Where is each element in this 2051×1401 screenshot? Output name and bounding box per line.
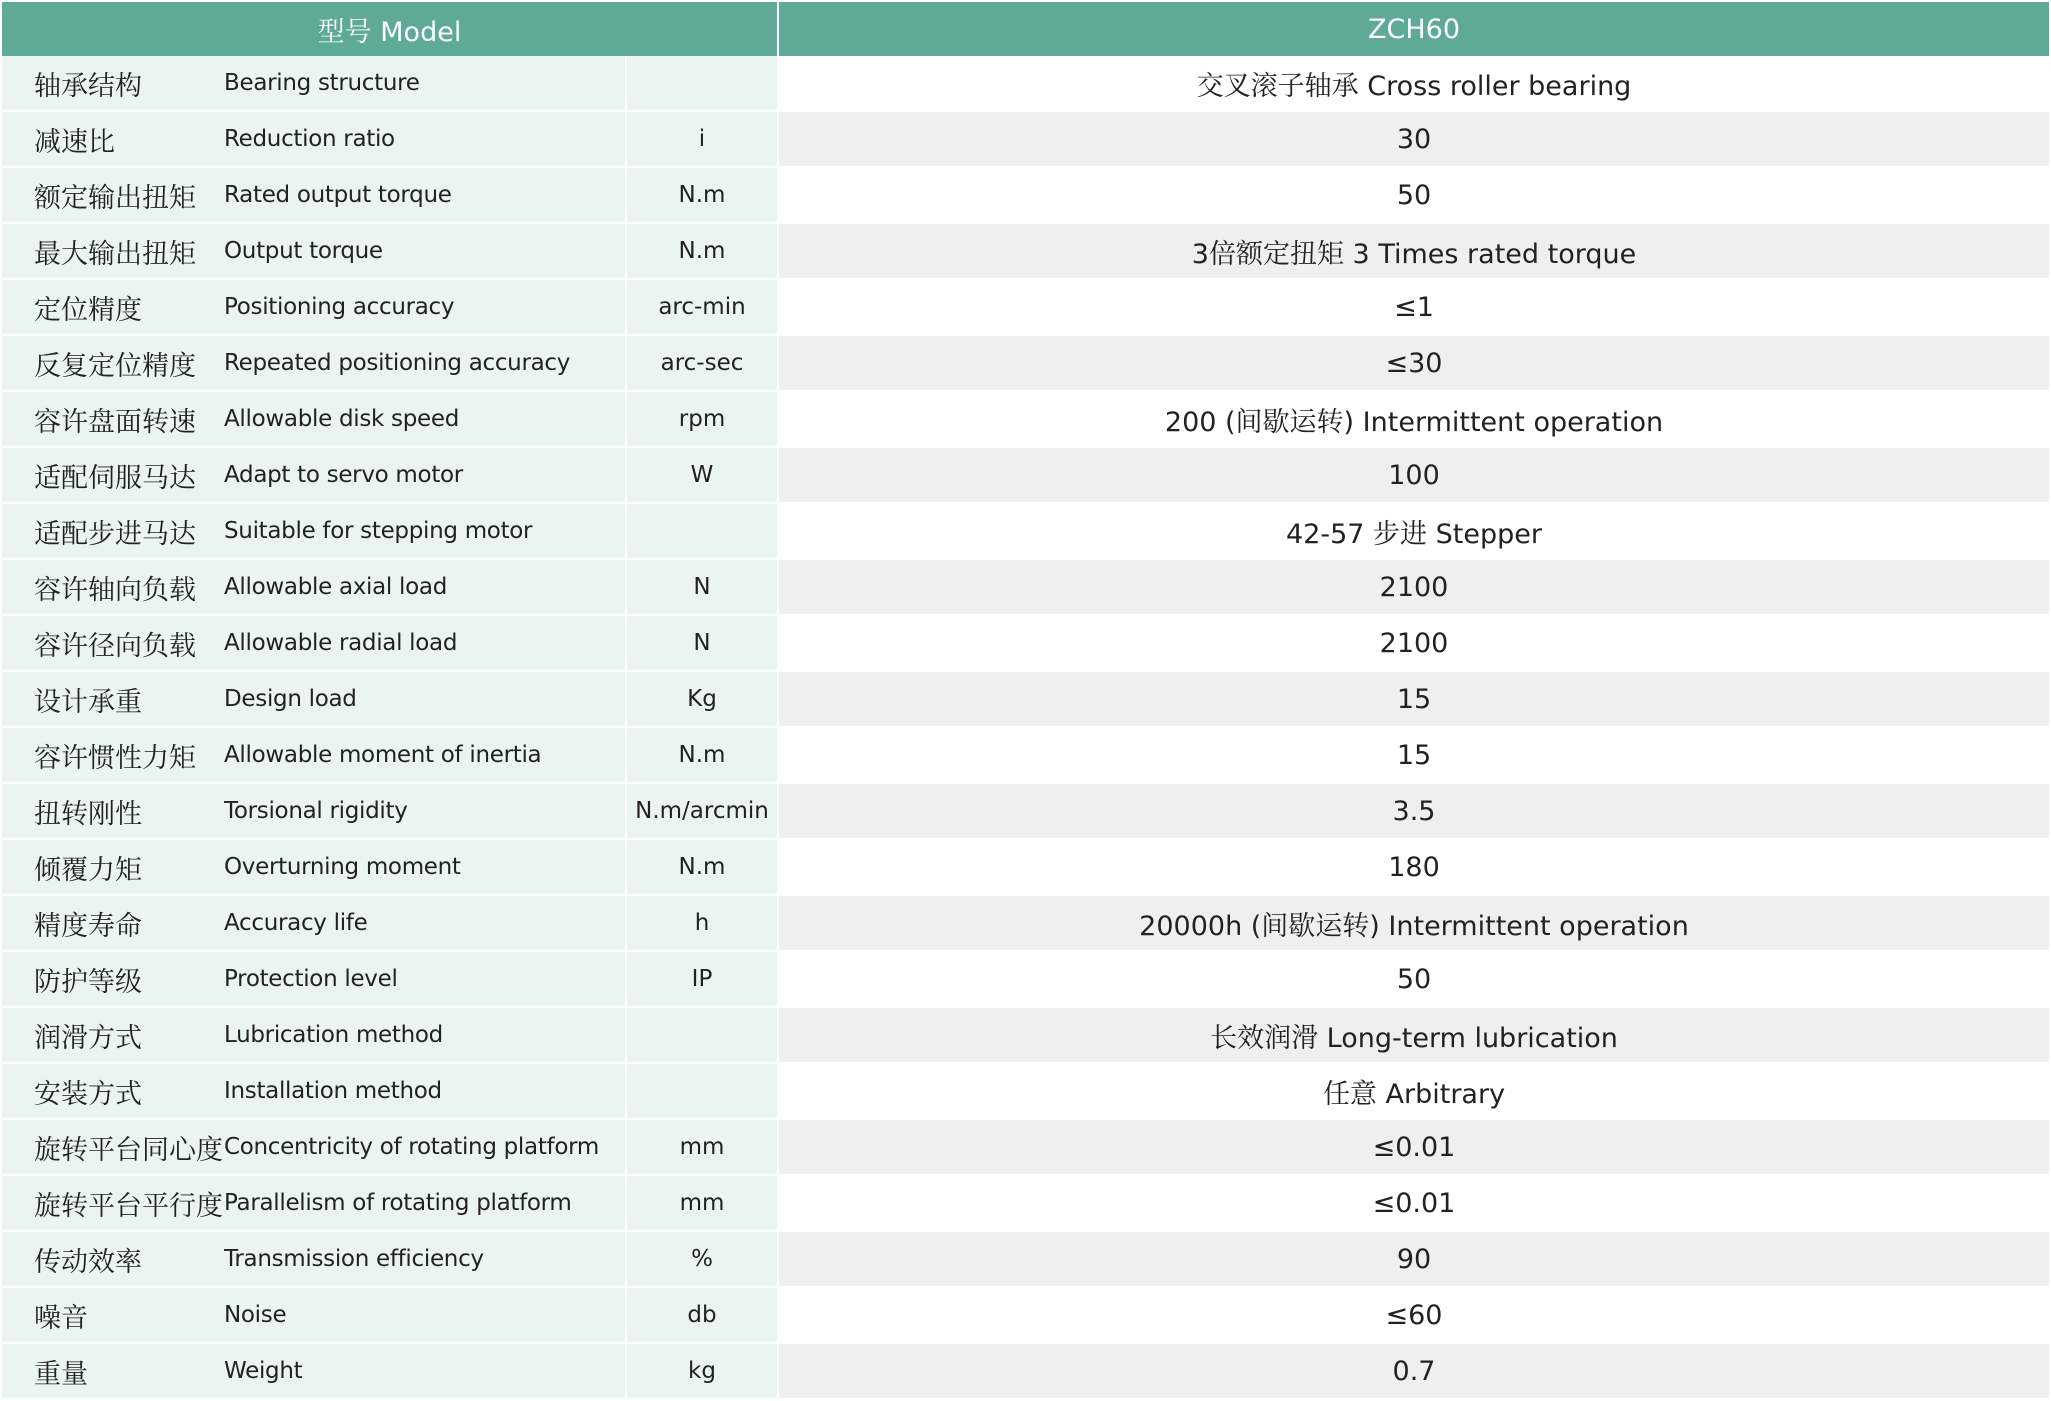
param-name-cn: 最大输出扭矩: [2, 223, 224, 279]
param-value: ≤1: [778, 279, 2049, 335]
table-row: [2, 167, 2049, 223]
table-row: [2, 1287, 2049, 1343]
param-value: 3倍额定扭矩 3 Times rated torque: [778, 223, 2049, 279]
param-value: 180: [778, 839, 2049, 895]
param-name-cn: 传动效率: [2, 1231, 224, 1287]
param-name-en: Allowable moment of inertia: [224, 727, 626, 783]
param-unit: [626, 503, 778, 559]
param-name-cn: 容许轴向负载: [2, 559, 224, 615]
param-name-cn: 重量: [2, 1343, 224, 1399]
param-name-en: Protection level: [224, 951, 626, 1007]
param-unit: rpm: [626, 391, 778, 447]
param-name-cn: 精度寿命: [2, 895, 224, 951]
table-row: [2, 1343, 2049, 1399]
table-row: [2, 727, 2049, 783]
table-row: [2, 1175, 2049, 1231]
param-unit: N.m: [626, 223, 778, 279]
param-name-cn: 旋转平台平行度: [2, 1175, 224, 1231]
table-row: [2, 783, 2049, 839]
param-value: 任意 Arbitrary: [778, 1063, 2049, 1119]
param-name-en: Suitable for stepping motor: [224, 503, 626, 559]
param-name-cn: 额定输出扭矩: [2, 167, 224, 223]
param-unit: [626, 1007, 778, 1063]
param-name-en: Design load: [224, 671, 626, 727]
spec-body: [2, 56, 2049, 1399]
model-label: 型号 Model: [2, 2, 778, 56]
param-value: 3.5: [778, 783, 2049, 839]
param-name-cn: 容许盘面转速: [2, 391, 224, 447]
param-name-cn: 倾覆力矩: [2, 839, 224, 895]
param-name-en: Overturning moment: [224, 839, 626, 895]
param-name-en: Output torque: [224, 223, 626, 279]
param-name-en: Allowable axial load: [224, 559, 626, 615]
table-row: [2, 447, 2049, 503]
param-name-en: Weight: [224, 1343, 626, 1399]
param-name-cn: 适配伺服马达: [2, 447, 224, 503]
param-unit: [626, 56, 778, 111]
param-value: 2100: [778, 615, 2049, 671]
param-unit: N: [626, 559, 778, 615]
table-row: [2, 111, 2049, 167]
param-name-en: Reduction ratio: [224, 111, 626, 167]
param-name-en: Transmission efficiency: [224, 1231, 626, 1287]
param-unit: h: [626, 895, 778, 951]
param-name-en: Repeated positioning accuracy: [224, 335, 626, 391]
param-name-cn: 反复定位精度: [2, 335, 224, 391]
param-unit: W: [626, 447, 778, 503]
param-name-en: Accuracy life: [224, 895, 626, 951]
param-unit: Kg: [626, 671, 778, 727]
param-unit: i: [626, 111, 778, 167]
param-name-cn: 容许径向负载: [2, 615, 224, 671]
param-value: 100: [778, 447, 2049, 503]
param-name-cn: 旋转平台同心度: [2, 1119, 224, 1175]
param-name-en: Allowable radial load: [224, 615, 626, 671]
param-name-cn: 噪音: [2, 1287, 224, 1343]
param-value: 30: [778, 111, 2049, 167]
table-row: [2, 279, 2049, 335]
table-row: [2, 391, 2049, 447]
param-unit: mm: [626, 1119, 778, 1175]
param-name-en: Parallelism of rotating platform: [224, 1175, 626, 1231]
param-name-cn: 扭转刚性: [2, 783, 224, 839]
table-row: [2, 223, 2049, 279]
param-name-cn: 定位精度: [2, 279, 224, 335]
param-unit: IP: [626, 951, 778, 1007]
param-name-en: Installation method: [224, 1063, 626, 1119]
header-row: [2, 2, 2049, 56]
param-name-cn: 轴承结构: [2, 56, 224, 111]
param-name-cn: 设计承重: [2, 671, 224, 727]
table-row: [2, 1119, 2049, 1175]
param-name-cn: 防护等级: [2, 951, 224, 1007]
param-name-en: Rated output torque: [224, 167, 626, 223]
param-value: 50: [778, 167, 2049, 223]
param-unit: N.m: [626, 727, 778, 783]
param-unit: arc-min: [626, 279, 778, 335]
table-row: [2, 895, 2049, 951]
param-name-en: Bearing structure: [224, 56, 626, 111]
param-name-cn: 安装方式: [2, 1063, 224, 1119]
table-row: [2, 839, 2049, 895]
param-unit: N.m: [626, 839, 778, 895]
param-name-en: Lubrication method: [224, 1007, 626, 1063]
param-value: ≤0.01: [778, 1119, 2049, 1175]
table-row: [2, 56, 2049, 111]
param-value: 2100: [778, 559, 2049, 615]
table-row: [2, 671, 2049, 727]
param-unit: arc-sec: [626, 335, 778, 391]
table-row: [2, 335, 2049, 391]
table-row: [2, 503, 2049, 559]
table-row: [2, 559, 2049, 615]
table-row: [2, 615, 2049, 671]
param-name-en: Noise: [224, 1287, 626, 1343]
param-unit: N.m: [626, 167, 778, 223]
param-unit: N: [626, 615, 778, 671]
table-row: [2, 1063, 2049, 1119]
param-value: ≤60: [778, 1287, 2049, 1343]
model-value: ZCH60: [778, 2, 2049, 56]
param-value: ≤30: [778, 335, 2049, 391]
param-name-en: Allowable disk speed: [224, 391, 626, 447]
param-name-cn: 容许惯性力矩: [2, 727, 224, 783]
param-value: 20000h (间歇运转) Intermittent operation: [778, 895, 2049, 951]
param-value: 15: [778, 671, 2049, 727]
param-name-en: Adapt to servo motor: [224, 447, 626, 503]
param-unit: [626, 1063, 778, 1119]
param-value: 200 (间歇运转) Intermittent operation: [778, 391, 2049, 447]
param-name-en: Positioning accuracy: [224, 279, 626, 335]
param-name-cn: 减速比: [2, 111, 224, 167]
param-name-en: Torsional rigidity: [224, 783, 626, 839]
param-name-cn: 润滑方式: [2, 1007, 224, 1063]
table-row: [2, 1007, 2049, 1063]
table-row: [2, 951, 2049, 1007]
param-value: 15: [778, 727, 2049, 783]
param-unit: N.m/arcmin: [626, 783, 778, 839]
param-value: 0.7: [778, 1343, 2049, 1399]
param-value: 50: [778, 951, 2049, 1007]
param-unit: %: [626, 1231, 778, 1287]
table-row: [2, 1231, 2049, 1287]
param-name-en: Concentricity of rotating platform: [224, 1119, 626, 1175]
param-unit: mm: [626, 1175, 778, 1231]
param-unit: kg: [626, 1343, 778, 1399]
param-value: 长效润滑 Long-term lubrication: [778, 1007, 2049, 1063]
param-value: 42-57 步进 Stepper: [778, 503, 2049, 559]
param-unit: db: [626, 1287, 778, 1343]
param-value: 交叉滚子轴承 Cross roller bearing: [778, 56, 2049, 111]
param-value: ≤0.01: [778, 1175, 2049, 1231]
spec-table: [2, 2, 2049, 1400]
param-value: 90: [778, 1231, 2049, 1287]
param-name-cn: 适配步进马达: [2, 503, 224, 559]
